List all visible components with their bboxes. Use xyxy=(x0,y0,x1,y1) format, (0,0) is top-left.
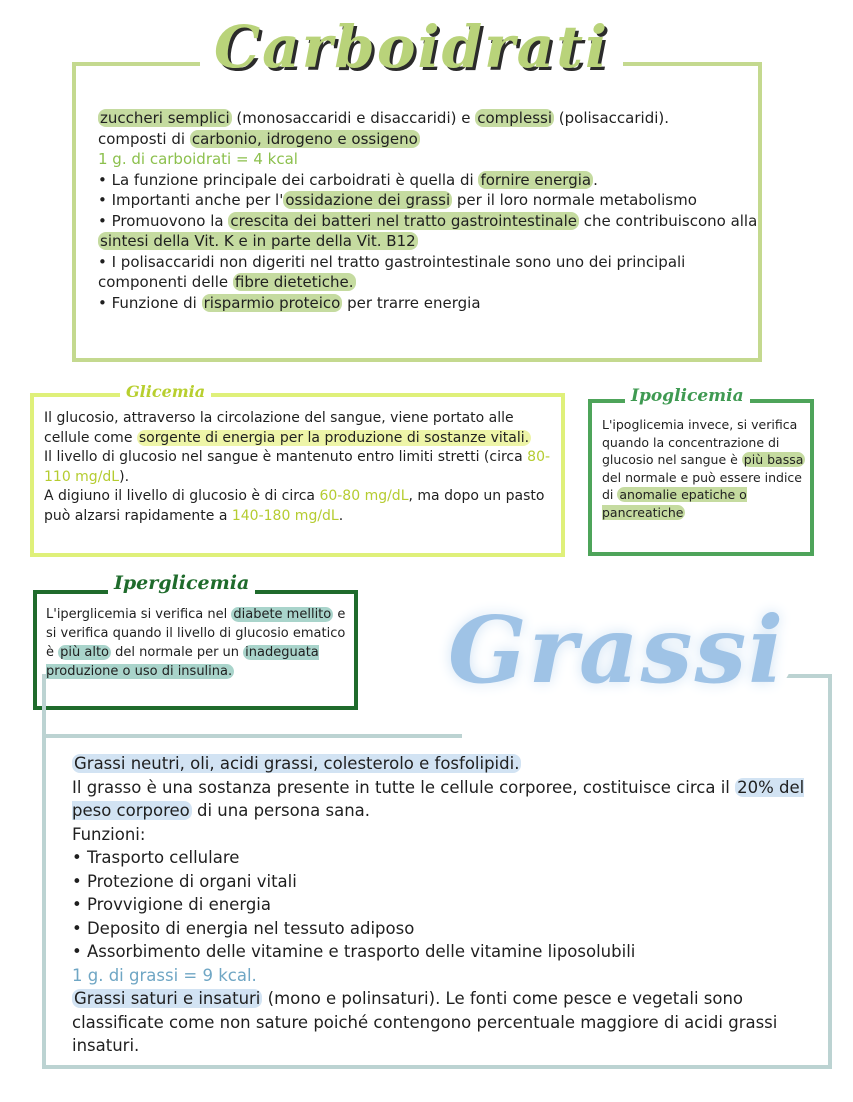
text-span: • Funzione di xyxy=(98,293,202,312)
grassi-text xyxy=(72,752,817,1058)
ipoglicemia-label: Ipoglicemia xyxy=(625,386,750,406)
text-span: • Promuovono la xyxy=(98,211,229,230)
text-span: A digiuno il livello di glucosio è di circa xyxy=(44,488,320,504)
grassi-function: • Protezione di organi vitali xyxy=(72,871,297,891)
glicemia-text xyxy=(44,409,559,526)
highlight: più bassa xyxy=(743,452,804,467)
iperglicemia-label: Iperglicemia xyxy=(108,572,255,594)
glicemia-label: Glicemia xyxy=(120,382,211,401)
highlight: sorgente di energia per la produzione di sostanze vitali. xyxy=(138,429,530,446)
text-span: composti di xyxy=(98,129,190,148)
highlight: diabete mellito xyxy=(233,607,332,622)
highlight: fibre dietetiche. xyxy=(234,273,354,291)
grassi-kcal: 1 g. di grassi = 9 kcal. xyxy=(72,965,257,985)
highlight: crescita dei batteri nel tratto gastrointestinale xyxy=(230,211,578,230)
ipoglicemia-text xyxy=(602,416,808,521)
carbo-line xyxy=(98,129,758,150)
grassi-function: • Provvigione di energia xyxy=(72,895,271,914)
grassi-line xyxy=(72,752,817,776)
highlight: sintesi della Vit. K e in parte della Vit. B12 xyxy=(100,232,416,250)
grassi-border-top-right xyxy=(786,674,832,678)
text-span: (monosaccaridi e disaccaridi) e xyxy=(231,109,476,127)
text-span: e si verifica quando il livello di glucosio ematico è xyxy=(46,607,346,660)
text-span: Il glucosio, attraverso la circolazione del sangue, viene portato alle cellule come xyxy=(44,410,514,446)
highlight: risparmio proteico xyxy=(203,293,341,312)
highlight: ossidazione dei grassi xyxy=(285,191,451,209)
ipoglicemia-paragraph xyxy=(602,416,808,521)
highlight: carbonio, idrogeno e ossigeno xyxy=(191,129,418,148)
text-span: del normale per un xyxy=(111,645,244,660)
glicemia-paragraph xyxy=(44,487,559,526)
highlight: Grassi saturi e insaturi xyxy=(74,989,261,1008)
carbo-line: • La funzione principale dei carboidrati è quella di fornire energia . xyxy=(98,170,598,189)
text-span: Il grasso è una sostanza presente in tutte le cellule corporee, costituisce circa il xyxy=(72,777,736,797)
highlight: zuccheri semplici xyxy=(100,109,230,127)
carboidrati-text xyxy=(98,108,758,313)
highlight: Grassi neutri, oli, acidi grassi, colesterolo e fosfolipidi. xyxy=(74,754,520,773)
value: 60-80 mg/dL xyxy=(319,488,409,504)
highlight: complessi xyxy=(477,109,553,127)
text-span: che contribuiscono alla xyxy=(579,211,758,230)
grassi-function: • Trasporto cellulare xyxy=(72,848,240,867)
text-span: Il livello di glucosio nel sangue è mantenuto entro limiti stretti (circa xyxy=(44,449,528,465)
grassi-line: Funzioni: xyxy=(72,824,146,844)
carbo-line xyxy=(98,252,758,293)
text-span: per trarre energia xyxy=(342,293,481,312)
carbo-kcal: 1 g. di carboidrati = 4 kcal xyxy=(98,150,298,168)
grassi-function: • Deposito di energia nel tessuto adiposo xyxy=(72,918,415,938)
carboidrati-title: Carboidrati xyxy=(200,18,623,76)
highlight: più alto xyxy=(60,645,110,660)
highlight: anomalie epatiche o pancreatiche xyxy=(602,487,747,520)
text-span: (polisaccaridi). xyxy=(554,109,670,127)
grassi-line xyxy=(72,776,817,823)
text-span: L'ipoglicemia invece, si verifica quando la concentrazione di glucosio nel sangue è xyxy=(602,417,798,467)
text-span: del normale e può essere indice di xyxy=(602,469,802,502)
iperglicemia-text xyxy=(46,605,351,681)
glicemia-paragraph xyxy=(44,448,559,487)
value: 140-180 mg/dL xyxy=(231,507,339,524)
text-span: (mono e polinsaturi). Le fonti come pesce e vegetali sono classificate come non sature poiché contengono percentuale maggiore di acidi grassi insaturi. xyxy=(72,989,778,1055)
text-span: per il loro normale metabolismo xyxy=(452,191,697,209)
grassi-function: • Assorbimento delle vitamine e trasporto delle vitamine liposolubili xyxy=(72,942,636,961)
text-span: ). xyxy=(119,468,130,485)
text-span: . xyxy=(338,507,344,524)
carbo-line xyxy=(98,293,758,314)
text-span: • I polisaccaridi non digeriti nel tratto gastrointestinale sono uno dei principali componenti delle xyxy=(98,252,686,291)
highlight: fornire energia xyxy=(480,170,592,189)
text-span: • Importanti anche per l' xyxy=(98,191,284,209)
text-span: , ma dopo un pasto può alzarsi rapidamente a xyxy=(44,488,545,524)
iperglicemia-paragraph xyxy=(46,605,351,681)
text-span: • La funzione principale dei carboidrati è quella di xyxy=(98,170,479,189)
highlight: inadeguata produzione o uso di insulina. xyxy=(46,645,319,679)
value: 80-110 mg/dL xyxy=(44,449,551,485)
glicemia-paragraph xyxy=(44,409,559,448)
carbo-line xyxy=(98,190,758,211)
carbo-line xyxy=(98,108,758,129)
text-span: di una persona sana. xyxy=(191,801,371,820)
grassi-title: Grassi xyxy=(440,604,793,696)
grassi-line xyxy=(72,987,817,1058)
grassi-border-top xyxy=(42,734,462,738)
highlight: 20% del peso corporeo xyxy=(72,777,805,820)
carbo-line xyxy=(98,211,758,252)
text-span: L'iperglicemia si verifica nel xyxy=(46,607,232,622)
